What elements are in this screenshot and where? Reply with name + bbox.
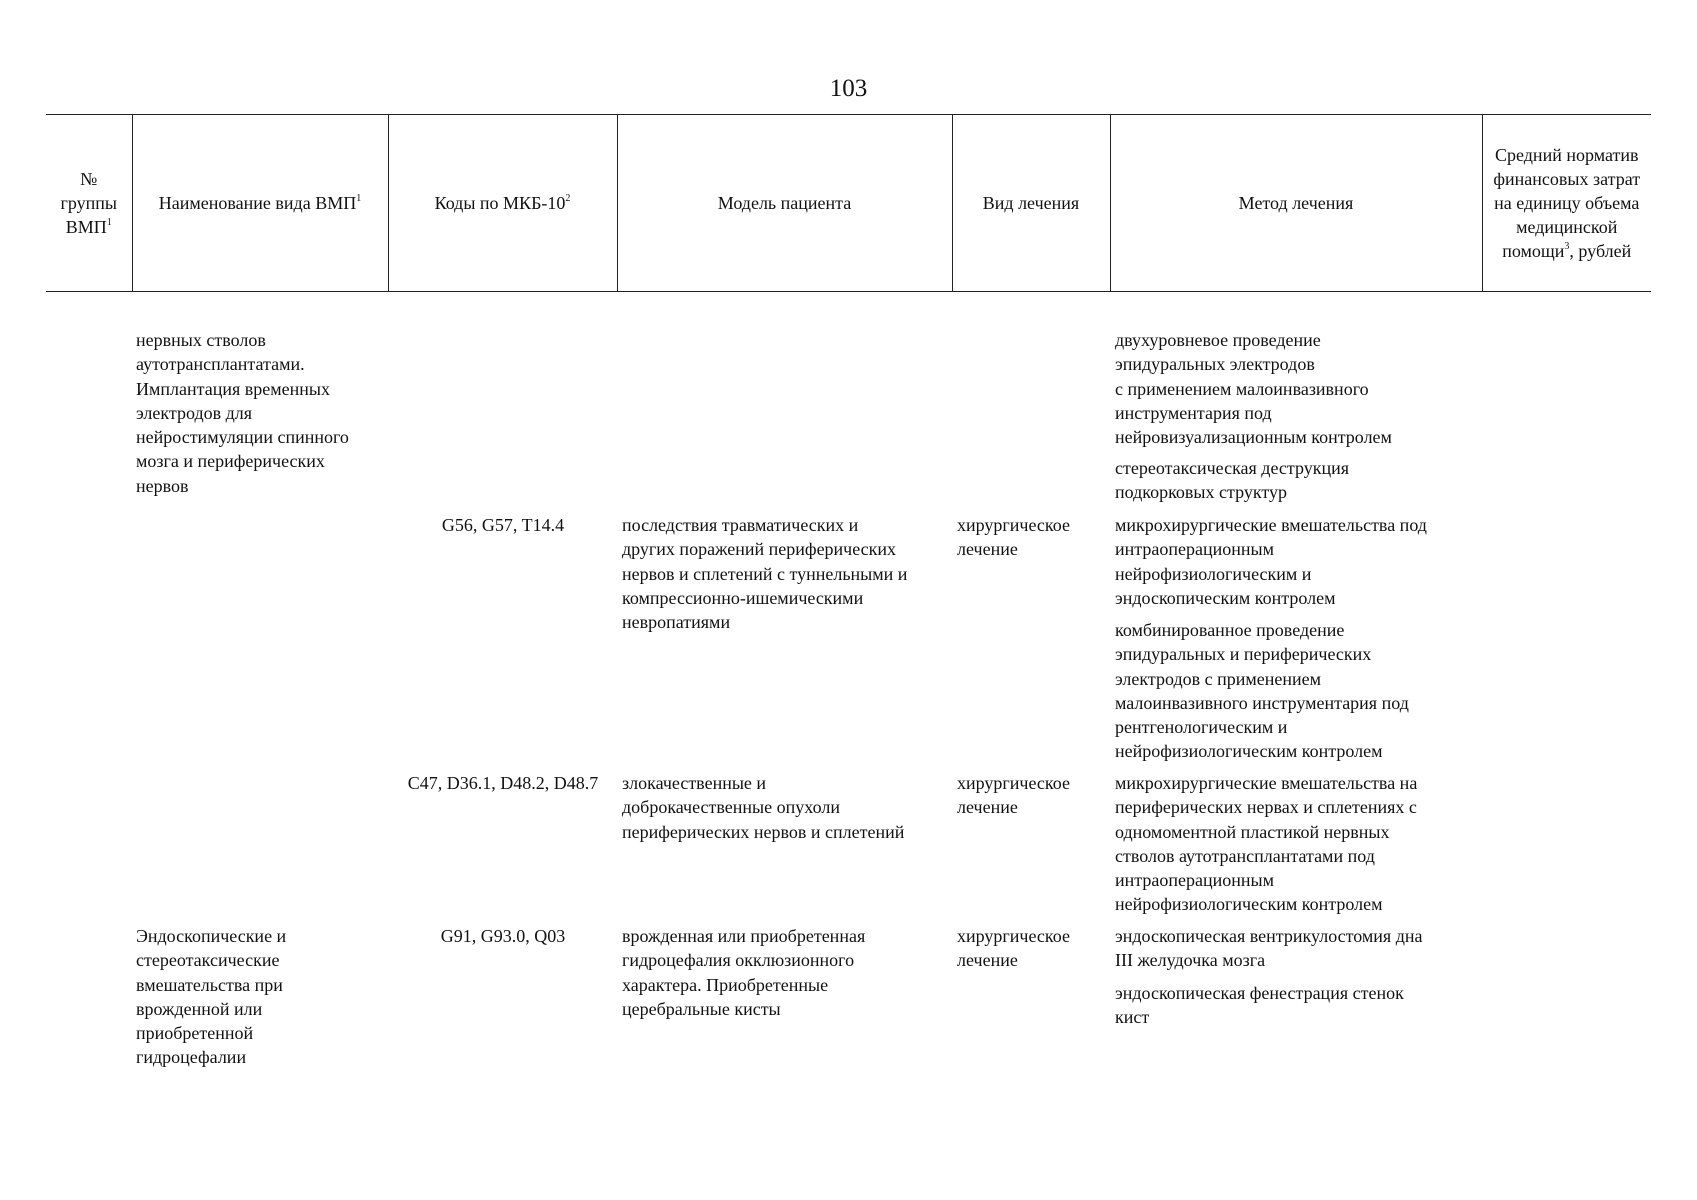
icd-codes-cell: G56, G57, T14.4	[441, 515, 565, 535]
header-patient-model: Модель пациента	[617, 115, 952, 292]
treatment-type-cell: хирургическое лечение	[957, 926, 1070, 971]
header-vmp-name: Наименование вида ВМП$^1$	[132, 115, 388, 292]
patient-model-cell: последствия травматических и других поражений периферических нервов и сплетений с туннельными и компрессионно-ишемическими невропатиями	[622, 515, 908, 633]
header-group-number: № группы ВМП$^1$	[46, 115, 132, 292]
table-header	[46, 114, 1651, 292]
icd-codes-cell: G91, G93.0, Q03	[440, 926, 566, 946]
method-cell: двухуровневое проведение эпидуральных электродов с применением малоинвазивного инструментария под нейровизуализационным контролем	[1115, 330, 1392, 448]
method-cell: микрохирургические вмешательства под интраоперационным нейрофизиологическим и эндоскопическим контролем	[1115, 515, 1427, 608]
patient-model-cell: врожденная или приобретенная гидроцефалия окклюзионного характера. Приобретенные церебральные кисты	[622, 926, 866, 1019]
method-cell: комбинированное проведение эпидуральных и периферических электродов с применением малоинвазивного инструментария под рентгенологическим и нейрофизиологическим контролем	[1115, 620, 1409, 762]
method-cell: стереотаксическая деструкция подкорковых структур	[1115, 458, 1350, 503]
vmp-name-cell: Эндоскопические и стереотаксические вмешательства при врожденной или приобретенной гидроцефалии	[136, 926, 287, 1068]
treatment-type-cell: хирургическое лечение	[957, 515, 1070, 560]
method-cell: эндоскопическая фенестрация стенок кист	[1115, 983, 1404, 1028]
header-treatment-type: Вид лечения	[952, 115, 1110, 292]
header-icd-codes: Коды по МКБ-$10^2$	[388, 115, 617, 292]
header-treatment-method: Метод лечения	[1110, 115, 1482, 292]
method-cell: микрохирургические вмешательства на периферических нервах и сплетениях с одномоментной пластикой нервных стволов аутотрансплантатами под интраоперационным нейрофизиологическим контролем	[1115, 773, 1418, 915]
method-cell: эндоскопическая вентрикулостомия дна III желудочка мозга	[1115, 926, 1423, 971]
treatment-type-cell: хирургическое лечение	[957, 773, 1070, 818]
page-number: 103	[829, 75, 868, 102]
header-cost-standard: Средний норматив финансовых затрат на единицу объема медицинской помощи$^3$, рублей	[1482, 115, 1651, 292]
vmp-name-cell: нервных стволов аутотрансплантатами. Имплантация временных электродов для нейростимуляции спинного мозга и периферических нервов	[136, 330, 349, 496]
patient-model-cell: злокачественные и доброкачественные опухоли периферических нервов и сплетений	[622, 773, 905, 842]
icd-codes-cell: C47, D36.1, D48.2, D48.7	[407, 773, 599, 793]
